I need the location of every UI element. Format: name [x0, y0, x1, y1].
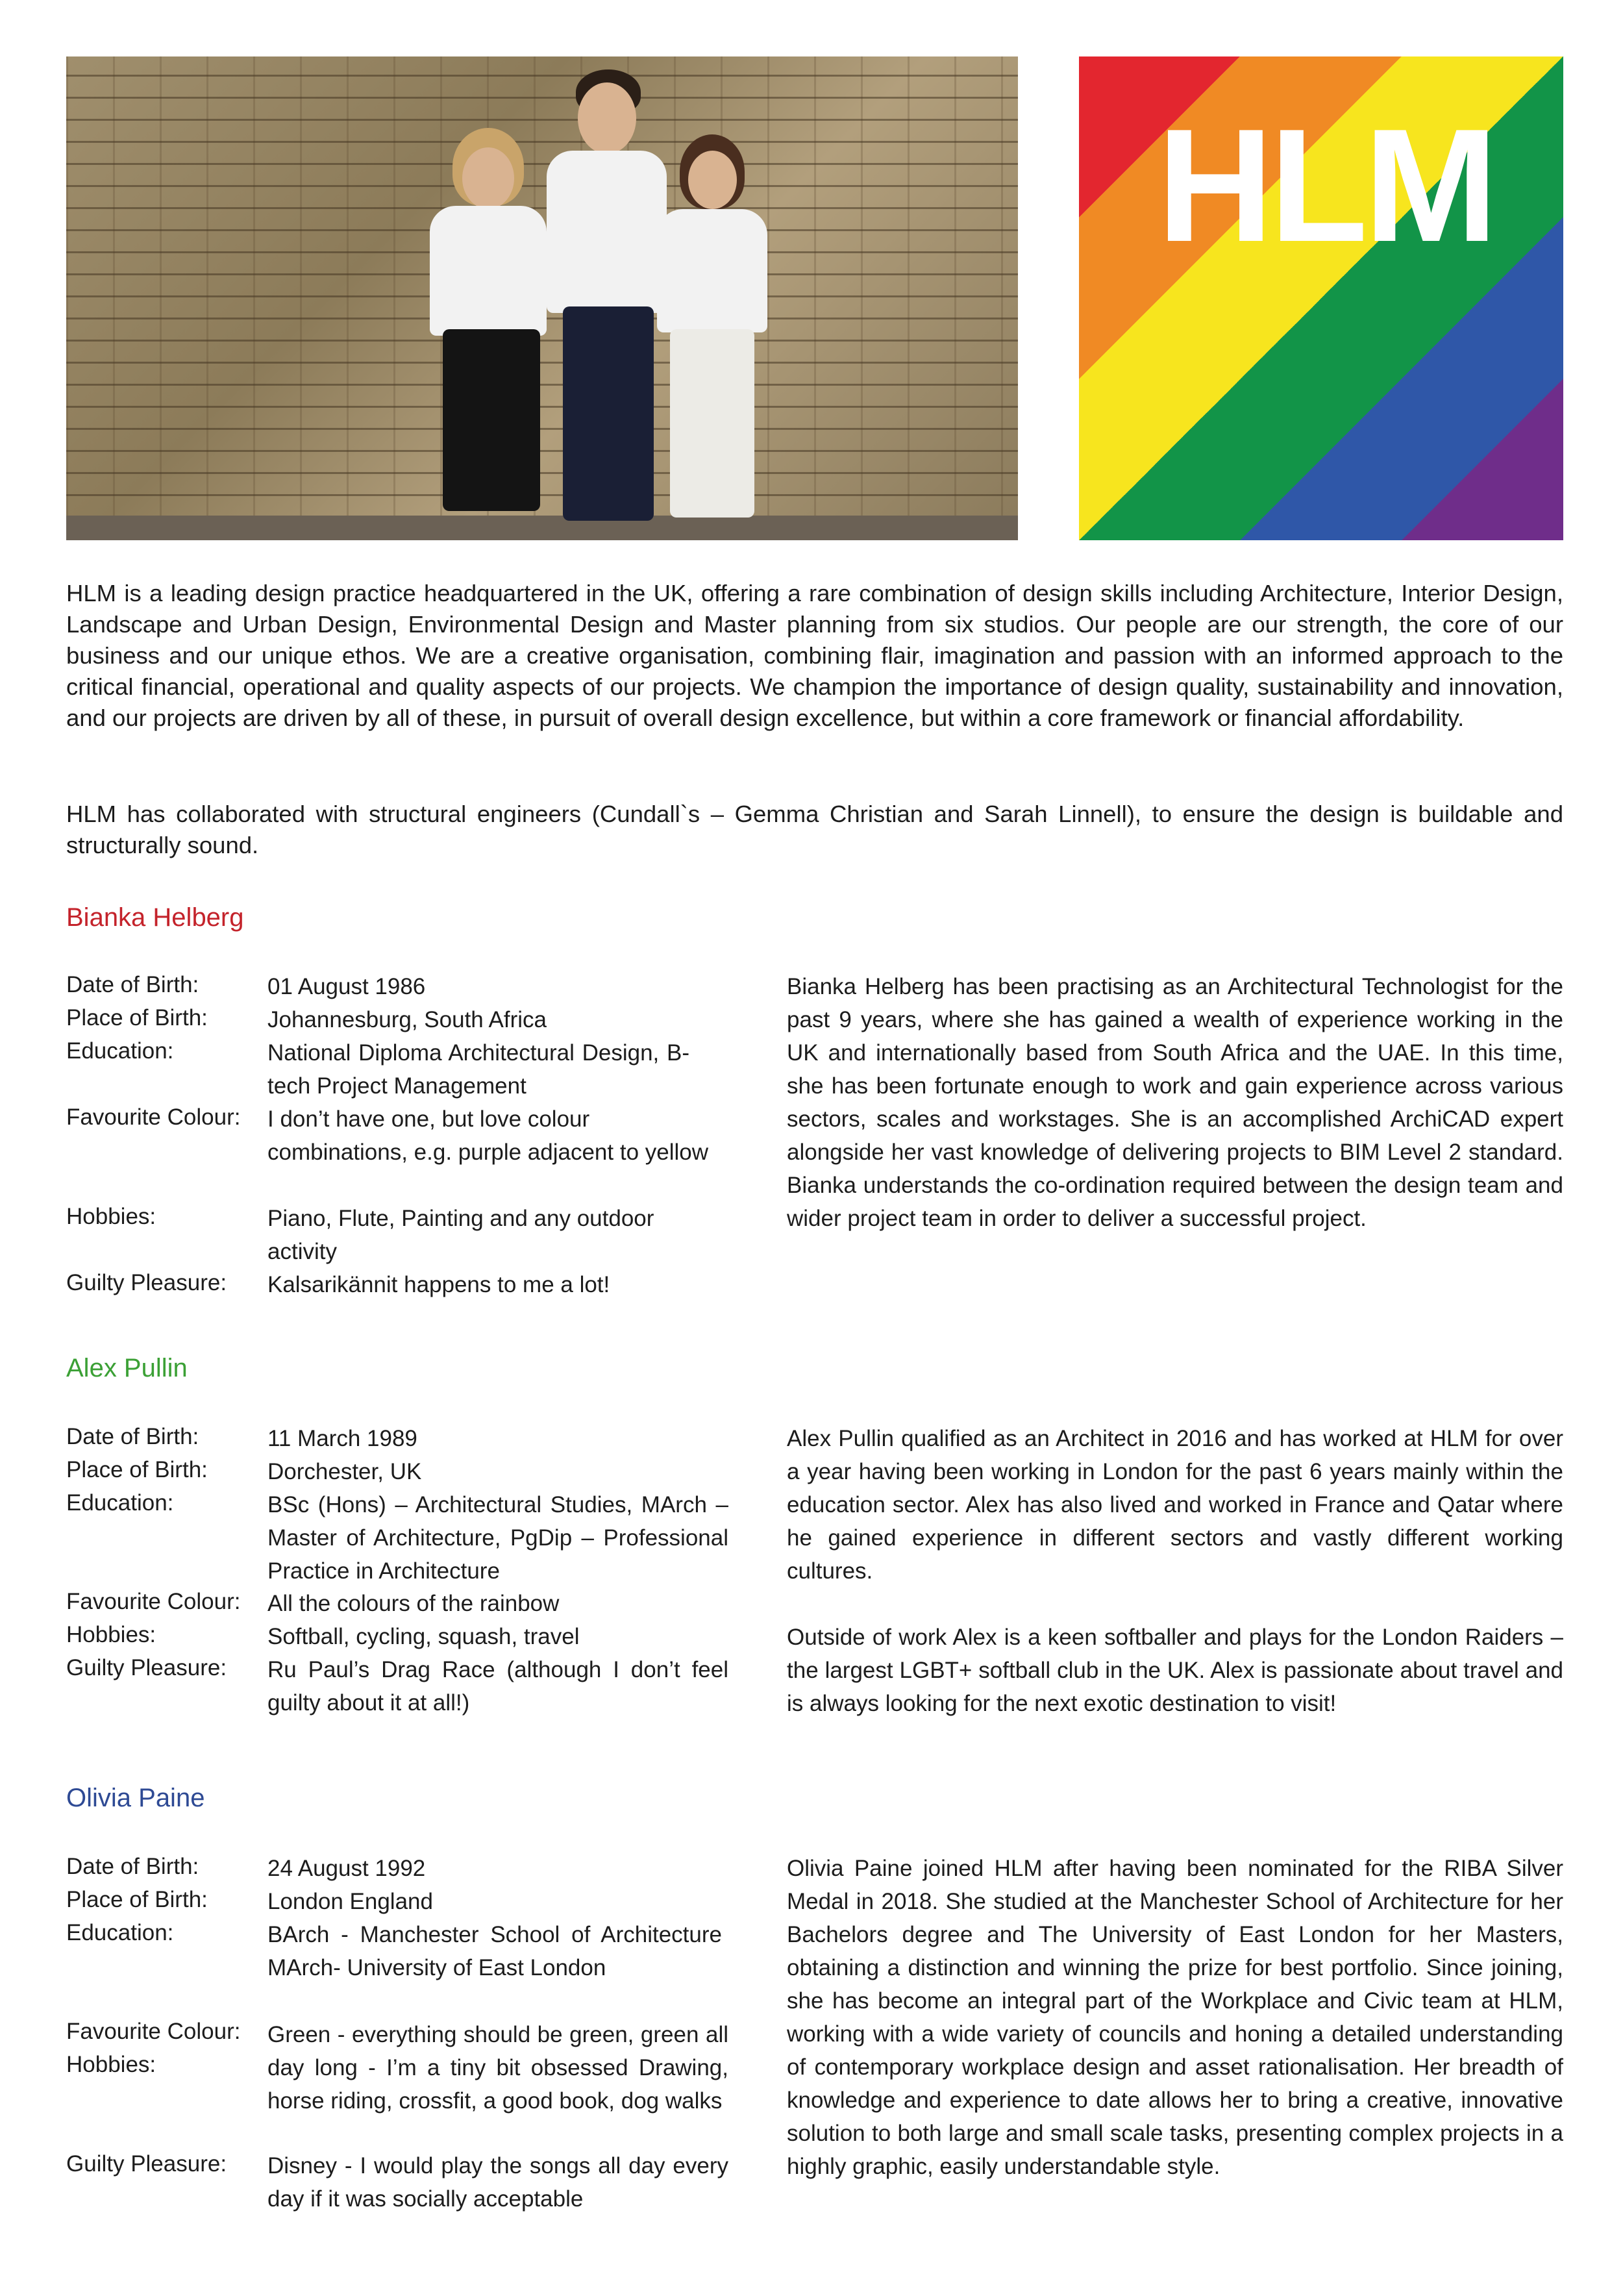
label-education: Education: [66, 1490, 174, 1516]
label-dob: Date of Birth: [66, 1854, 199, 1879]
label-hobbies: Hobbies: [66, 1204, 156, 1229]
value-pob: Dorchester, UK [267, 1459, 422, 1484]
person-name-olivia: Olivia Paine [66, 1784, 205, 1812]
label-education: Education: [66, 1038, 174, 1064]
label-hobbies: Hobbies: [66, 1622, 156, 1647]
value-dob: 01 August 1986 [267, 974, 426, 999]
label-colour: Favourite Colour: [66, 2019, 241, 2044]
value-colour-and-hobbies: Green - everything should be green, green all day long - I’m a tiny bit obsessed Drawing, horse riding, crossfit, a good book, dog walks [267, 2022, 728, 2114]
value-pob: Johannesburg, South Africa [267, 1007, 547, 1032]
person-name-alex: Alex Pullin [66, 1354, 188, 1382]
label-pob: Place of Birth: [66, 1457, 208, 1482]
value-education: BSc (Hons) – Architectural Studies, MArch – Master of Architecture, PgDip – Professional Practice in Architecture [267, 1492, 728, 1584]
hlm-rainbow-logo [1079, 56, 1563, 540]
value-colour: I don’t have one, but love colour combinations, e.g. purple adjacent to yellow [267, 1106, 709, 1165]
value-guilty: Kalsarikännit happens to me a lot! [267, 1272, 610, 1297]
label-pob: Place of Birth: [66, 1887, 208, 1912]
value-guilty: Ru Paul’s Drag Race (although I don’t feel guilty about it at all!) [267, 1657, 728, 1716]
value-dob: 11 March 1989 [267, 1426, 417, 1451]
person-name-bianka: Bianka Helberg [66, 903, 244, 932]
team-photo [66, 56, 1018, 540]
label-guilty: Guilty Pleasure: [66, 1655, 227, 1680]
value-guilty: Disney - I would play the songs all day every day if it was socially acceptable [267, 2153, 728, 2212]
value-colour: All the colours of the rainbow [267, 1591, 560, 1616]
label-hobbies: Hobbies: [66, 2052, 156, 2077]
label-guilty: Guilty Pleasure: [66, 1270, 227, 1295]
value-hobbies: Piano, Flute, Painting and any outdoor activity [267, 1206, 654, 1264]
label-guilty: Guilty Pleasure: [66, 2151, 227, 2177]
intro-paragraph: HLM is a leading design practice headquartered in the UK, offering a rare combination of design skills including Architecture, Interior Design, Landscape and Urban Design, Environmental Design and Master planning from six studios. Our people are our strength, the core of our business and our unique ethos. We are a creative organisation, combining flair, imagination and passion with an informed approach to the critical financial, operational and quality aspects of our projects. We champion the importance of design quality, sustainability and innovation, and our projects are driven by all of these, in pursuit of overall design excellence, but within a core framework or financial affordability. [66, 580, 1563, 731]
bio-bianka: Bianka Helberg has been practising as an Architectural Technologist for the past 9 years, where she has gained a wealth of experience working in the UK and internationally based from South Africa and the UAE. In this time, she has been fortunate enough to work and gain experience across various sectors, scales and workstages. She is an accomplished ArchiCAD expert alongside her vast knowledge of delivering projects to BIM Level 2 standard. Bianka understands the co-ordination required between the design team and wider project team in order to deliver a successful project. [787, 974, 1563, 1231]
value-pob: London England [267, 1889, 433, 1914]
value-hobbies: Softball, cycling, squash, travel [267, 1624, 580, 1649]
person-figure-right [631, 134, 787, 530]
bio-olivia: Olivia Paine joined HLM after having been nominated for the RIBA Silver Medal in 2018. She studied at the Manchester School of Architecture for her Bachelors degree and The University of East London for her Masters, obtaining a distinction and winning the prize for best portfolio. Since joining, she has become an integral part of the Workplace and Civic team at HLM, working with a wide variety of councils and honing a detailed understanding of contemporary workplace design and asset rationalisation. Her breadth of knowledge and experience to date allows her to bring a creative, innovative solution to both large and small scale tasks, presenting complex projects in a highly graphic, easily understandable style. [787, 1856, 1563, 2179]
label-education: Education: [66, 1920, 174, 1945]
label-colour: Favourite Colour: [66, 1589, 241, 1614]
label-pob: Place of Birth: [66, 1005, 208, 1030]
label-colour: Favourite Colour: [66, 1104, 241, 1130]
label-dob: Date of Birth: [66, 1424, 199, 1449]
logo-text: HLM [1157, 95, 1494, 275]
bio-alex: Alex Pullin qualified as an Architect in 2016 and has worked at HLM for over a year having been working in London for the past 6 years mainly within the education sector. Alex has also lived and worked in France and Qatar where he gained experience in different sectors and vastly different working cultures. [787, 1426, 1563, 1584]
value-dob: 24 August 1992 [267, 1856, 426, 1881]
value-education: National Diploma Architectural Design, B-tech Project Management [267, 1040, 689, 1099]
label-dob: Date of Birth: [66, 972, 199, 997]
value-education: BArch - Manchester School of Architecture MArch- University of East London [267, 1922, 722, 1980]
bio-alex-outside-work: Outside of work Alex is a keen softballer and plays for the London Raiders – the largest LGBT+ softball club in the UK. Alex is passionate about travel and is always looking for the next exotic destination to visit! [787, 1625, 1563, 1716]
collaboration-paragraph: HLM has collaborated with structural engineers (Cundall`s – Gemma Christian and Sarah Linnell), to ensure the design is buildable and structurally sound. [66, 801, 1563, 858]
